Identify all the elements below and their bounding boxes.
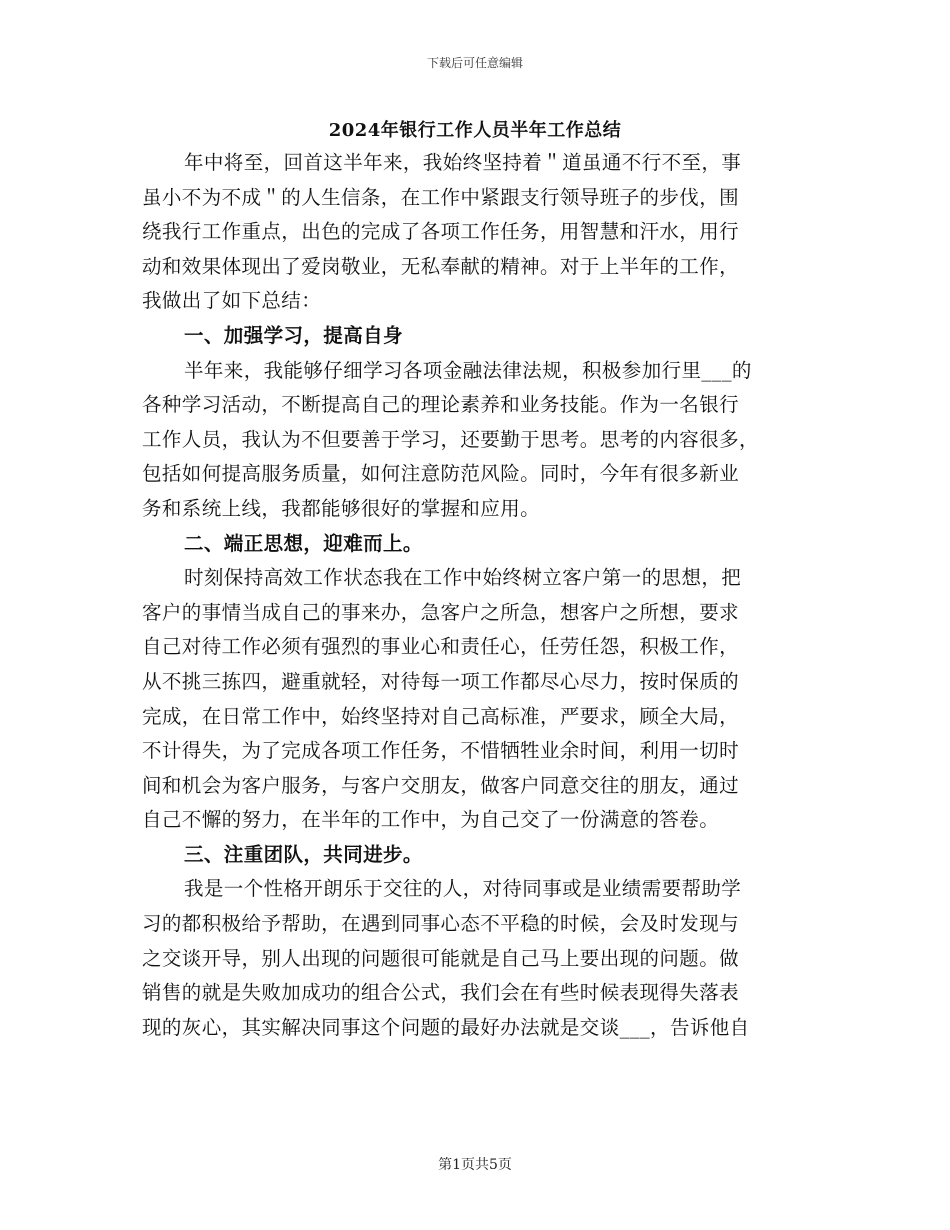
paragraph-line: 年中将至，回首这半年来，我始终坚持着＂道虽通不行不至，事 <box>184 151 742 174</box>
paragraph-line: 包括如何提高服务质量，如何注意防范风险。同时，今年有很多新业 <box>142 462 740 486</box>
paragraph-line: 务和系统上线，我都能够很好的掌握和应用。 <box>142 496 541 520</box>
paragraph-line: 自己对待工作必须有强烈的事业心和责任心，任劳任怨，积极工作， <box>142 635 740 659</box>
document-body <box>142 146 807 1045</box>
document-title: 2024年银行工作人员半年工作总结 <box>328 120 622 141</box>
paragraph-line: 我做出了如下总结： <box>142 289 322 313</box>
paragraph-line: 完成，在日常工作中，始终坚持对自己高标准，严要求，顾全大局， <box>142 704 740 728</box>
paragraph-line: 销售的就是失败加成功的组合公式，我们会在有些时候表现得失落表 <box>142 981 740 1005</box>
paragraph-line: 不计得失，为了完成各项工作任务，不惜牺牲业余时间，利用一切时 <box>142 739 740 763</box>
paragraph-line: 绕我行工作重点，出色的完成了各项工作任务，用智慧和汗水，用行 <box>142 220 740 244</box>
page-header-note: 下载后可任意编辑 <box>426 56 523 70</box>
paragraph-line: 习的都积极给予帮助，在遇到同事心态不平稳的时候，会及时发现与 <box>142 912 740 936</box>
paragraph-line: 虽小不为不成＂的人生信条，在工作中紧跟支行领导班子的步伐，围 <box>142 185 740 209</box>
section-heading: 一、加强学习，提高自身 <box>184 323 403 347</box>
paragraph-line: 时刻保持高效工作状态我在工作中始终树立客户第一的思想，把 <box>184 566 742 590</box>
page-footer: 第1页共5页 <box>438 1157 512 1173</box>
paragraph-line: 之交谈开导，别人出现的问题很可能就是自己马上要出现的问题。做 <box>142 946 740 970</box>
paragraph-line: 工作人员，我认为不但要善于学习，还要勤于思考。思考的内容很多， <box>142 427 759 451</box>
paragraph-line: 间和机会为客户服务，与客户交朋友，做客户同意交往的朋友，通过 <box>142 773 740 797</box>
paragraph-line: 现的灰心，其实解决同事这个问题的最好办法就是交谈___，告诉他自 <box>142 1015 750 1039</box>
section-heading: 二、端正思想，迎难而上。 <box>184 531 423 555</box>
paragraph-line: 客户的事情当成自己的事来办，急客户之所急，想客户之所想，要求 <box>142 600 740 624</box>
section-heading: 三、注重团队，共同进步。 <box>184 842 423 866</box>
paragraph-line: 各种学习活动，不断提高自己的理论素养和业务技能。作为一名银行 <box>142 393 740 417</box>
paragraph-line: 自己不懈的努力，在半年的工作中，为自己交了一份满意的答卷。 <box>142 808 720 832</box>
paragraph-line: 我是一个性格开朗乐于交往的人，对待同事或是业绩需要帮助学 <box>184 877 742 901</box>
paragraph-line: 半年来，我能够仔细学习各项金融法律法规，积极参加行里___的 <box>184 358 752 382</box>
paragraph-line: 动和效果体现出了爱岗敬业，无私奉献的精神。对于上半年的工作， <box>142 254 740 278</box>
paragraph-line: 从不挑三拣四，避重就轻，对待每一项工作都尽心尽力，按时保质的 <box>142 669 740 693</box>
